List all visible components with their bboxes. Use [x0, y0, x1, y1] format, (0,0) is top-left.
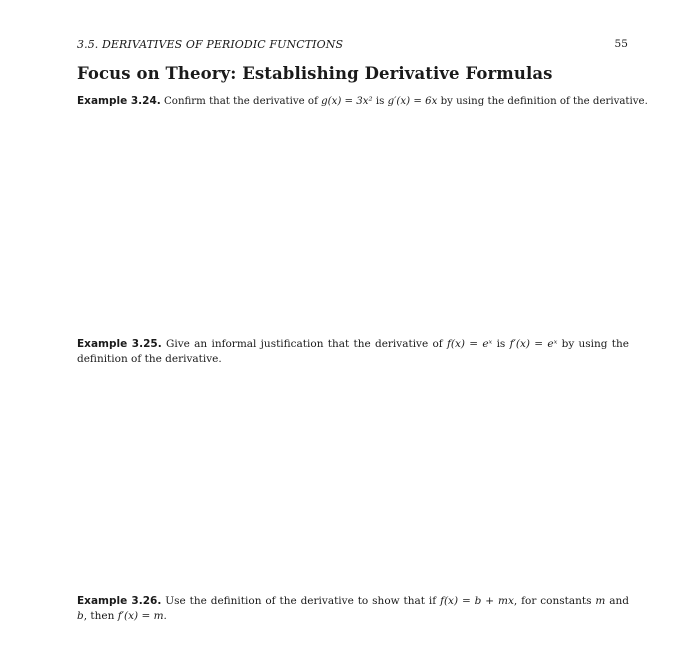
example-text: , then: [83, 610, 118, 622]
example-text: Use the definition of the derivative to show that if: [165, 595, 441, 607]
math-expression: f′(x) = m: [117, 610, 164, 622]
section-title: Focus on Theory: Establishing Derivative Formulas: [77, 64, 553, 83]
example-text: Give an informal justification that the derivative of: [166, 338, 447, 350]
math-expression: f(x) = eˣ: [446, 338, 497, 350]
example-label: Example 3.26.: [77, 595, 162, 607]
example-text: Confirm that the derivative of: [164, 96, 322, 107]
example-text: and: [609, 595, 630, 607]
math-expression: f(x) = b + mx: [440, 595, 514, 607]
example-text: is: [496, 338, 510, 350]
example-text: is: [375, 96, 388, 107]
example-label: Example 3.24.: [77, 95, 161, 107]
example-text: by using the definition of the derivative.: [440, 96, 648, 107]
running-header: [77, 38, 628, 52]
math-expression: f′(x) = eˣ: [509, 338, 562, 350]
example-text: , for constants: [513, 595, 596, 607]
example-text: .: [163, 610, 167, 622]
math-expression: b: [77, 610, 84, 622]
math-expression: g′(x) = 6x: [387, 96, 441, 107]
math-expression: g(x) = 3x²: [321, 96, 376, 107]
example-3-26: [77, 594, 629, 624]
example-3-24: [77, 94, 648, 109]
example-3-25: [77, 337, 629, 367]
example-text: by using the definition of the derivative.: [77, 338, 629, 365]
math-expression: m: [595, 595, 610, 607]
running-title: 3.5. DERIVATIVES OF PERIODIC FUNCTIONS: [77, 38, 344, 51]
page-number: 55: [614, 38, 628, 50]
example-label: Example 3.25.: [77, 338, 162, 350]
